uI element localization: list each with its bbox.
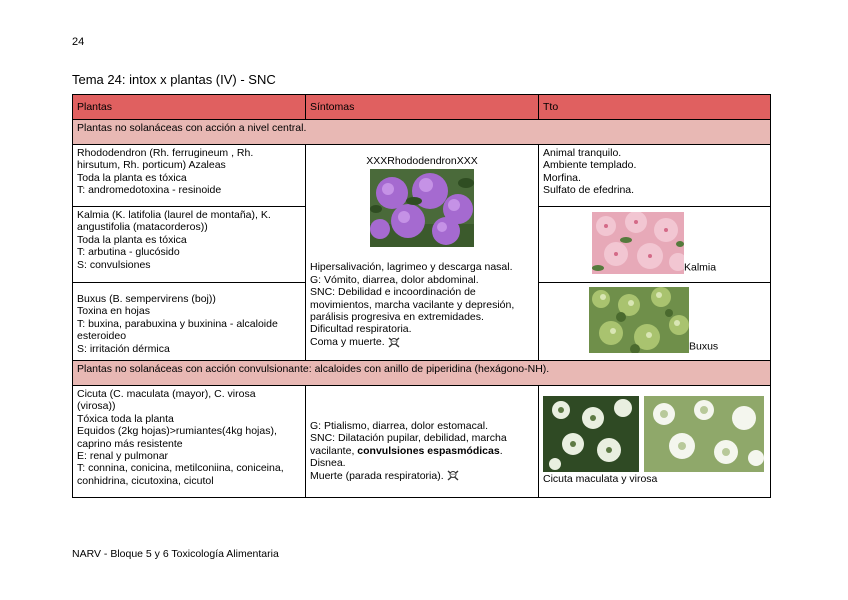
page-footer: NARV - Bloque 5 y 6 Toxicología Alimentaria [72, 548, 279, 560]
tto-buxus [539, 283, 771, 361]
page-number: 24 [72, 36, 85, 48]
plant-kalmia: Kalmia (K. latifolia (laurel de montaña), K. angustifolia (matacorderos)) Toda la planta es tóxica T: arbutina - glucósido S: convulsiones [73, 207, 306, 283]
header-row [73, 95, 771, 120]
cicuta-virosa-photo [644, 396, 764, 472]
buxus-caption: Buxus [689, 340, 719, 353]
kalmia-photo [592, 212, 684, 274]
section-central: Plantas no solanáceas con acción a nivel central. [73, 120, 771, 145]
header-plantas: Plantas [73, 95, 306, 120]
header-sintomas: Síntomas [306, 95, 539, 120]
convulsiones-bold: convulsiones espasmódicas [357, 444, 500, 457]
coma-y-muerte: Coma y muerte. [310, 335, 385, 348]
plant-buxus: Buxus (B. sempervirens (boj)) Toxina en hojas T: buxina, parabuxina y buxinina - alcaloide esteroideo S: irritación dérmica [73, 283, 306, 361]
symptoms-central [306, 145, 539, 361]
toxicology-table [72, 94, 771, 498]
tto-rhododendron: Animal tranquilo. Ambiente templado. Morfina. Sulfato de efedrina. [539, 145, 771, 207]
rhododendron-photo [370, 169, 474, 247]
section-convulsionante: Plantas no solanáceas con acción convulsionante: alcaloides con anillo de piperidina (hexágono-NH). [73, 361, 771, 386]
central-symptom-lines: Hipersalivación, lagrimeo y descarga nasal. G: Vómito, diarrea, dolor abdominal. SNC: Debilidad e incoordinación de movimientos, marcha vacilante y depresión, parálisis progresiva en extremidades. Dificultad respiratoria. Coma y muerte. [310, 261, 515, 348]
skull-crossbones-icon [447, 470, 459, 481]
header-tto: Tto [539, 95, 771, 120]
cicuta-maculata-photo [543, 396, 639, 472]
plant-cicuta: Cicuta (C. maculata (mayor), C. virosa (virosa)) Tóxica toda la planta Equidos (2kg hojas)>rumiantes(4kg hojas), caprino más resistente E: renal y pulmonar T: connina, conicina, metilconiina, coniceina, conhidrina, cicutoxina, cicutol [73, 386, 306, 498]
skull-crossbones-icon [388, 337, 400, 348]
plant-rhododendron: Rhododendron (Rh. ferrugineum , Rh. hirsutum, Rh. porticum) Azaleas Toda la planta es tóxica T: andromedotoxina - resinoide [73, 145, 306, 207]
page-title: Tema 24: intox x plantas (IV) - SNC [72, 72, 276, 87]
table-row-rhododendron [73, 145, 771, 207]
tto-kalmia [539, 207, 771, 283]
tto-cicuta [539, 386, 771, 498]
table-row-cicuta [73, 386, 771, 498]
kalmia-caption: Kalmia [684, 261, 717, 274]
rhododendron-image-label: XXXRhododendronXXX [366, 155, 478, 167]
buxus-photo [589, 287, 689, 353]
cicuta-caption: Cicuta maculata y virosa [543, 473, 658, 485]
symptoms-cicuta: G: Ptialismo, diarrea, dolor estomacal. SNC: Dilatación pupilar, debilidad, marcha vacilante, convulsiones espasmódicas. Disnea. Muerte (parada respiratoria). [306, 386, 539, 498]
